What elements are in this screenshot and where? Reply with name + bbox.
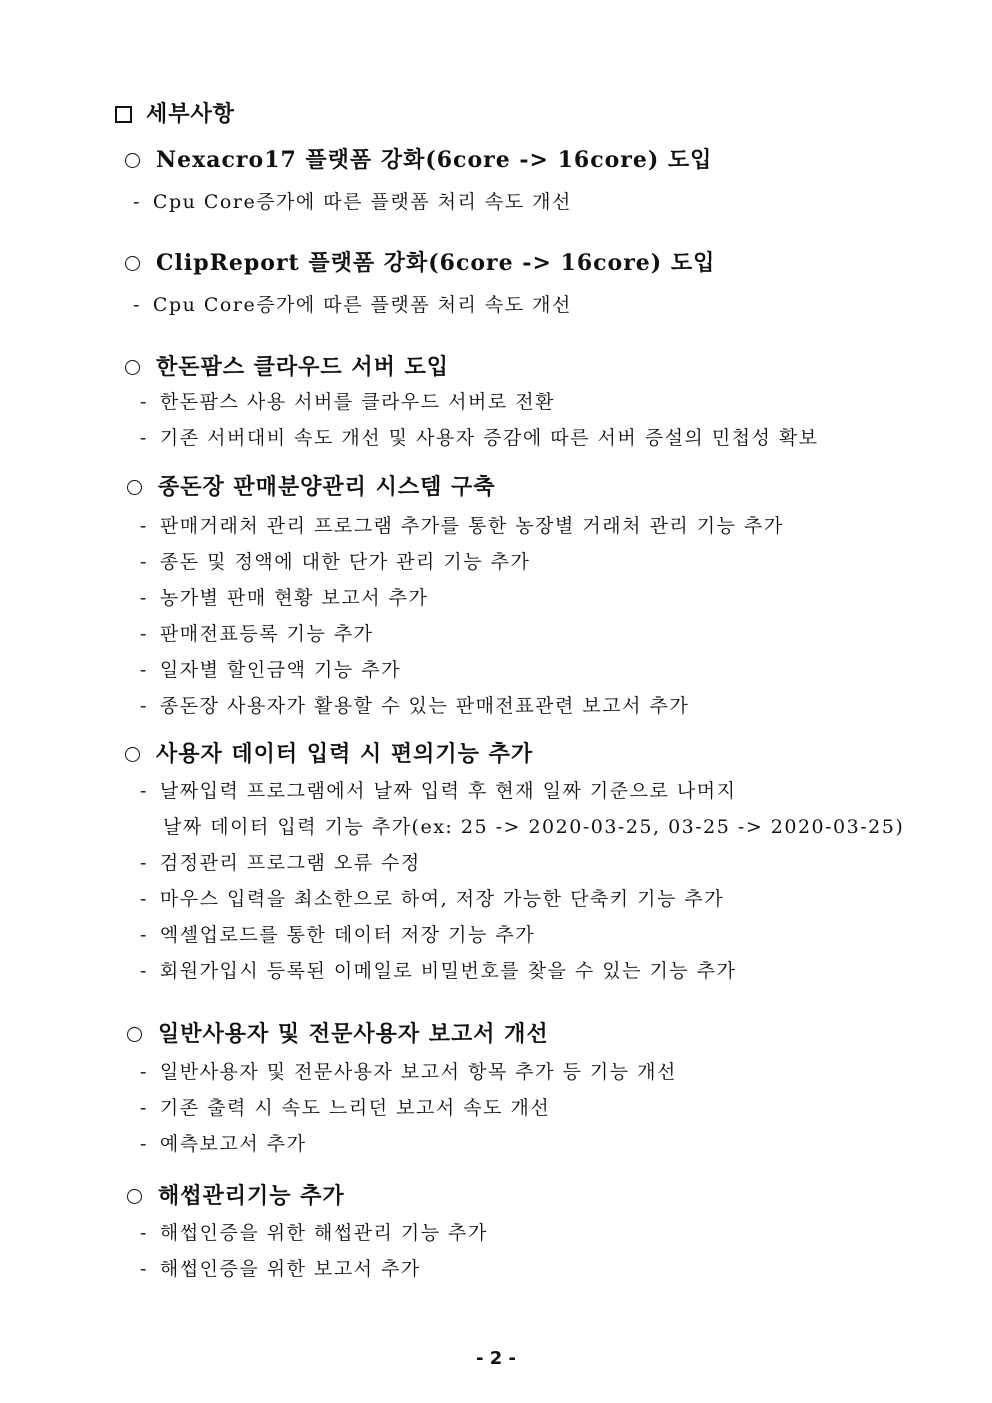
item-detail: - 검정관리 프로그램 오류 수정	[140, 852, 421, 874]
circle-bullet-icon	[127, 1027, 142, 1042]
item-detail: - 엑셀업로드를 통한 데이터 저장 기능 추가	[140, 924, 536, 946]
item-detail: - Cpu Core증가에 따른 플랫폼 처리 속도 개선	[133, 191, 572, 213]
item-heading: 한돈팜스 클라우드 서버 도입	[125, 350, 449, 381]
item-detail: - 종돈장 사용자가 활용할 수 있는 판매전표관련 보고서 추가	[140, 695, 690, 717]
item-detail: - 회원가입시 등록된 이메일로 비밀번호를 찾을 수 있는 기능 추가	[140, 960, 737, 982]
circle-bullet-icon	[125, 153, 140, 168]
item-detail: - 날짜입력 프로그램에서 날짜 입력 후 현재 일짜 기준으로 나머지	[140, 780, 737, 802]
item-detail: 날짜 데이터 입력 기능 추가(ex: 25 -> 2020-03-25, 03-25 -> 2020-03-25)	[163, 816, 905, 838]
item-detail: - 농가별 판매 현황 보고서 추가	[140, 587, 429, 609]
item-detail: - 기존 출력 시 속도 느리던 보고서 속도 개선	[140, 1097, 551, 1119]
item-detail: - 예측보고서 추가	[140, 1133, 307, 1155]
item-heading: Nexacro17 플랫폼 강화(6core -> 16core) 도입	[125, 143, 712, 174]
item-detail: - 일자별 할인금액 기능 추가	[140, 659, 401, 681]
circle-bullet-icon	[125, 256, 140, 271]
item-detail: - 일반사용자 및 전문사용자 보고서 항목 추가 등 기능 개선	[140, 1061, 677, 1083]
section-title-text: 세부사항	[146, 101, 236, 127]
item-detail: - 판매거래처 관리 프로그램 추가를 통한 농장별 거래처 관리 기능 추가	[140, 515, 784, 537]
item-heading: 일반사용자 및 전문사용자 보고서 개선	[127, 1017, 549, 1048]
circle-bullet-icon	[127, 480, 142, 495]
circle-bullet-icon	[125, 747, 140, 762]
item-heading: ClipReport 플랫폼 강화(6core -> 16core) 도입	[125, 246, 715, 277]
checkbox-square-icon	[115, 106, 132, 123]
item-detail: - 기존 서버대비 속도 개선 및 사용자 증감에 따른 서버 증설의 민첩성 확보	[140, 427, 819, 449]
item-detail: - 마우스 입력을 최소한으로 하여, 저장 가능한 단축키 기능 추가	[140, 888, 725, 910]
item-detail: - 해썹인증을 위한 해썹관리 기능 추가	[140, 1222, 488, 1244]
item-detail: - Cpu Core증가에 따른 플랫폼 처리 속도 개선	[133, 294, 572, 316]
item-heading: 사용자 데이터 입력 시 편의기능 추가	[125, 737, 533, 768]
item-detail: - 판매전표등록 기능 추가	[140, 623, 374, 645]
item-detail: - 한돈팜스 사용 서버를 클라우드 서버로 전환	[140, 391, 555, 413]
item-detail: - 해썹인증을 위한 보고서 추가	[140, 1258, 421, 1280]
circle-bullet-icon	[127, 1189, 142, 1204]
circle-bullet-icon	[125, 360, 140, 375]
item-heading: 종돈장 판매분양관리 시스템 구축	[127, 470, 496, 501]
page-number: - 2 -	[476, 1348, 516, 1369]
item-detail: - 종돈 및 정액에 대한 단가 관리 기능 추가	[140, 551, 531, 573]
section-title	[115, 97, 235, 128]
item-heading: 해썹관리기능 추가	[127, 1179, 345, 1210]
